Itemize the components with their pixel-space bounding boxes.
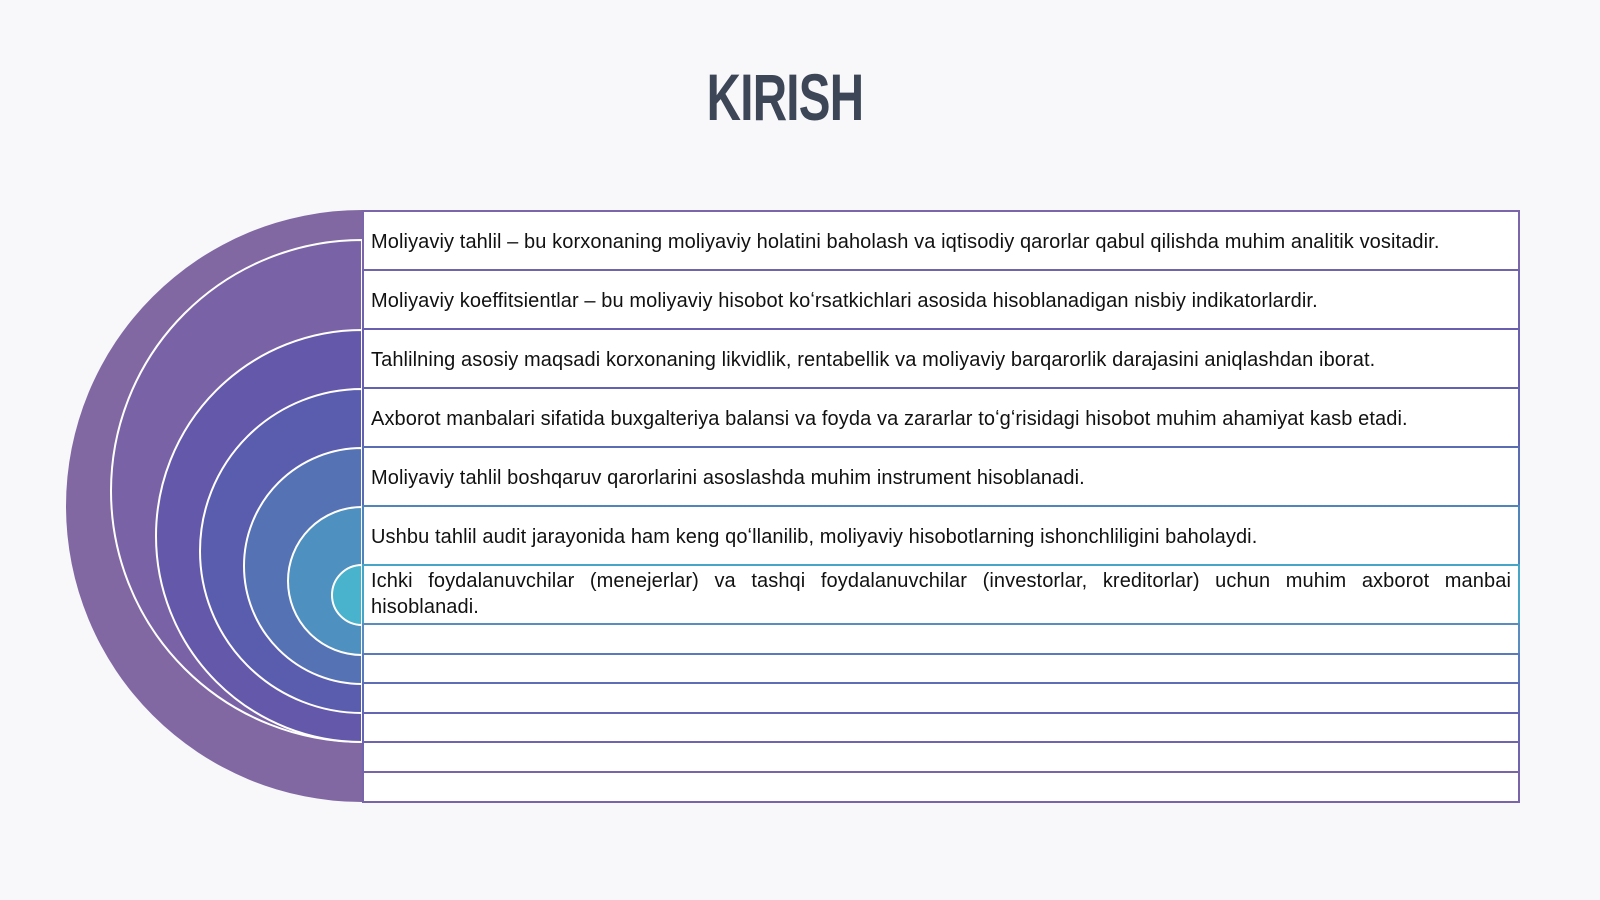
slide-title: KIRISH <box>706 60 864 134</box>
list-item <box>362 505 1520 566</box>
empty-row <box>362 623 1520 655</box>
nested-arcs-diagram <box>0 0 400 900</box>
empty-row <box>362 653 1520 685</box>
list-item <box>362 564 1520 625</box>
list-item-text: Axborot manbalari sifatida buxgalteriya balansi va foyda va zararlar toʻgʻrisidagi hisobot muhim ahamiyat kasb etadi. <box>371 408 1408 430</box>
list-item-text: Moliyaviy tahlil boshqaruv qarorlarini asoslashda muhim instrument hisoblanadi. <box>371 467 1085 489</box>
empty-row <box>362 712 1520 744</box>
list-item <box>362 210 1520 271</box>
empty-row <box>362 771 1520 803</box>
empty-row <box>362 741 1520 773</box>
empty-row <box>362 682 1520 714</box>
list-item-text: Ushbu tahlil audit jarayonida ham keng qoʻllanilib, moliyaviy hisobotlarning ishonchliligini baholaydi. <box>371 526 1258 548</box>
list-item-text: Tahlilning asosiy maqsadi korxonaning likvidlik, rentabellik va moliyaviy barqarorlik darajasini aniqlashdan iborat. <box>371 349 1376 371</box>
list-item <box>362 328 1520 389</box>
list-item-text: Moliyaviy tahlil – bu korxonaning moliyaviy holatini baholash va iqtisodiy qarorlar qabul qilishda muhim analitik vositadir. <box>371 231 1440 253</box>
list-item <box>362 387 1520 448</box>
list-item-text: Moliyaviy koeffitsientlar – bu moliyaviy hisobot koʻrsatkichlari asosida hisoblanadigan nisbiy indikatorlardir. <box>371 290 1318 312</box>
list-item <box>362 269 1520 330</box>
list-item <box>362 446 1520 507</box>
list-item-text: Ichki foydalanuvchilar (menejerlar) va tashqi foydalanuvchilar (investorlar, kreditorlar) uchun muhim axborot manbai hisoblanadi. <box>371 570 1511 618</box>
